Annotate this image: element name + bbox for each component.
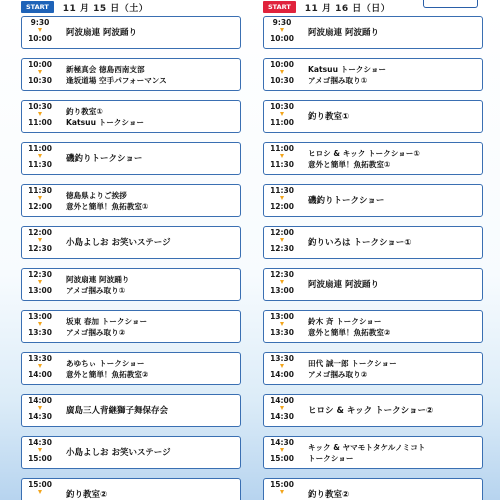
slot-times	[28, 312, 52, 337]
end-time: 14:00	[28, 370, 52, 379]
event-description	[66, 311, 236, 342]
event-description	[66, 353, 236, 384]
schedule-day1	[21, 0, 251, 500]
end-time: 11:30	[270, 160, 294, 169]
slot-times	[28, 396, 52, 421]
arrow-down-icon	[280, 280, 284, 284]
end-time: 11:00	[28, 118, 52, 127]
event-description	[66, 227, 236, 258]
event-line: 釣りいろは トークショー①	[308, 237, 412, 248]
start-time: 10:00	[270, 60, 294, 69]
arrow-down-icon	[280, 238, 284, 242]
start-time: 12:30	[270, 270, 294, 279]
start-time: 14:00	[28, 396, 52, 405]
slot-times	[28, 18, 52, 43]
end-time: 15:00	[28, 454, 52, 463]
start-time: 10:30	[28, 102, 52, 111]
end-time: 10:00	[270, 34, 294, 43]
start-time: 9:30	[30, 18, 50, 27]
event-line: ヒロシ & キック トークショー②	[308, 405, 434, 416]
time-slot	[21, 436, 241, 469]
arrow-down-icon	[38, 364, 42, 368]
end-time: 14:00	[270, 370, 294, 379]
slot-times	[28, 144, 52, 169]
slot-times	[270, 312, 294, 337]
time-slot	[21, 394, 241, 427]
slot-times	[28, 354, 52, 379]
event-line: アメゴ掴み取り①	[66, 285, 126, 295]
end-time: 11:00	[270, 118, 294, 127]
event-description	[308, 185, 478, 216]
arrow-down-icon	[38, 322, 42, 326]
end-time: 13:30	[28, 328, 52, 337]
arrow-down-icon	[38, 490, 42, 494]
start-time: 12:00	[270, 228, 294, 237]
event-line: 意外と簡単！魚拓教室①	[308, 159, 391, 169]
start-time: 13:30	[28, 354, 52, 363]
end-time: 12:00	[28, 202, 52, 211]
event-line: 釣り教室①	[308, 111, 350, 122]
slot-times	[270, 354, 294, 379]
start-time: 12:30	[28, 270, 52, 279]
end-time: 13:00	[270, 286, 294, 295]
arrow-down-icon	[280, 112, 284, 116]
slot-times	[270, 228, 294, 253]
event-description	[66, 269, 236, 300]
time-slot	[21, 16, 241, 49]
slot-times	[28, 60, 52, 85]
event-description	[66, 17, 236, 48]
end-time: 13:30	[270, 328, 294, 337]
event-description	[308, 143, 478, 174]
event-line: 新極真会 徳島西南支部	[66, 64, 145, 74]
time-slot	[263, 142, 483, 175]
time-slot	[21, 478, 241, 500]
arrow-down-icon	[280, 154, 284, 158]
slot-times	[28, 438, 52, 463]
slot-times	[28, 186, 52, 211]
end-time: 10:30	[28, 76, 52, 85]
start-time: 15:00	[270, 480, 294, 489]
slot-times	[270, 18, 294, 43]
arrow-down-icon	[280, 70, 284, 74]
event-line: 廣島三人背継獅子舞保存会	[66, 405, 169, 416]
end-time: 10:30	[270, 76, 294, 85]
start-time: 10:30	[270, 102, 294, 111]
event-line: あゆちぃ トークショー	[66, 358, 145, 368]
end-time: 14:30	[28, 412, 52, 421]
time-slot	[263, 16, 483, 49]
event-line: 意外と簡単！魚拓教室①	[66, 201, 149, 211]
time-slot	[21, 142, 241, 175]
schedule-day2	[263, 0, 493, 500]
day2-header	[263, 0, 493, 14]
event-description	[66, 59, 236, 90]
slot-times	[270, 186, 294, 211]
event-line: 磯釣りトークショー	[308, 195, 385, 206]
start-time: 13:30	[270, 354, 294, 363]
event-line: 磯釣りトークショー	[66, 153, 143, 164]
end-time: 10:00	[28, 34, 52, 43]
time-slot	[263, 436, 483, 469]
start-time: 11:30	[270, 186, 294, 195]
event-line: Katsuu トークショー	[66, 117, 145, 127]
end-time: 13:00	[28, 286, 52, 295]
slot-times	[270, 270, 294, 295]
event-line: 小島よしお お笑いステージ	[66, 447, 171, 458]
end-time: 14:30	[270, 412, 294, 421]
time-slot	[21, 100, 241, 133]
time-slot	[21, 310, 241, 343]
event-description	[308, 353, 478, 384]
day2-date: 11 月 16 日（日）	[304, 3, 391, 14]
start-time: 9:30	[272, 18, 292, 27]
arrow-down-icon	[280, 490, 284, 494]
arrow-down-icon	[280, 448, 284, 452]
event-description	[66, 101, 236, 132]
event-description	[308, 227, 478, 258]
event-description	[308, 269, 478, 300]
arrow-down-icon	[280, 364, 284, 368]
event-line: Katsuu トークショー	[308, 64, 387, 74]
arrow-down-icon	[38, 280, 42, 284]
slot-times	[270, 396, 294, 421]
arrow-down-icon	[38, 154, 42, 158]
event-line: 阿波扇連 阿波踊り	[66, 274, 130, 284]
time-slot	[263, 478, 483, 500]
event-description	[66, 143, 236, 174]
arrow-down-icon	[38, 196, 42, 200]
start-time: 14:30	[270, 438, 294, 447]
event-line: アメゴ掴み取り①	[308, 75, 368, 85]
event-description	[308, 479, 478, 500]
day1-header	[21, 0, 251, 14]
start-time: 11:00	[270, 144, 294, 153]
start-time: 15:00	[28, 480, 52, 489]
event-line: 釣り教室①	[66, 106, 103, 116]
time-slot	[263, 394, 483, 427]
start-badge: START	[263, 1, 296, 13]
start-badge: START	[21, 1, 54, 13]
start-time: 13:00	[270, 312, 294, 321]
time-slot	[21, 352, 241, 385]
event-line: 意外と簡単！魚拓教室②	[308, 327, 391, 337]
event-description	[308, 395, 478, 426]
start-time: 13:00	[28, 312, 52, 321]
time-slot	[263, 268, 483, 301]
event-line: 釣り教室②	[308, 489, 350, 500]
event-description	[308, 59, 478, 90]
arrow-down-icon	[280, 196, 284, 200]
time-slot	[21, 226, 241, 259]
time-slot	[263, 226, 483, 259]
event-line: 阿波扇連 阿波踊り	[308, 27, 379, 38]
event-description	[308, 101, 478, 132]
start-time: 11:00	[28, 144, 52, 153]
start-time: 11:30	[28, 186, 52, 195]
slot-times	[28, 228, 52, 253]
time-slot	[263, 184, 483, 217]
time-slot	[263, 100, 483, 133]
slot-times	[270, 438, 294, 463]
arrow-down-icon	[38, 406, 42, 410]
slot-times	[270, 60, 294, 85]
end-time: 12:00	[270, 202, 294, 211]
day1-date: 11 月 15 日（土）	[62, 3, 149, 14]
start-time: 12:00	[28, 228, 52, 237]
event-line: アメゴ掴み取り②	[308, 369, 368, 379]
arrow-down-icon	[38, 70, 42, 74]
start-time: 10:00	[28, 60, 52, 69]
event-line: キック & ヤマモトタケルノミコト	[308, 442, 426, 452]
event-description	[308, 437, 478, 468]
event-line: 田代 誠一郎 トークショー	[308, 358, 397, 368]
slot-times	[270, 480, 294, 496]
end-time: 15:00	[270, 454, 294, 463]
slot-times	[270, 144, 294, 169]
event-line: 意外と簡単！魚拓教室②	[66, 369, 149, 379]
event-line: 釣り教室②	[66, 489, 108, 500]
time-slot	[21, 58, 241, 91]
arrow-down-icon	[280, 28, 284, 32]
time-slot	[263, 310, 483, 343]
slot-times	[270, 102, 294, 127]
start-time: 14:30	[28, 438, 52, 447]
event-description	[308, 311, 478, 342]
end-time: 11:30	[28, 160, 52, 169]
slot-times	[28, 480, 52, 496]
slot-times	[28, 270, 52, 295]
arrow-down-icon	[38, 448, 42, 452]
event-line: アメゴ掴み取り②	[66, 327, 126, 337]
start-time: 14:00	[270, 396, 294, 405]
event-line: 阿波扇連 阿波踊り	[308, 279, 379, 290]
arrow-down-icon	[38, 28, 42, 32]
event-line: 坂東 春加 トークショー	[66, 316, 148, 326]
end-time: 12:30	[270, 244, 294, 253]
arrow-down-icon	[280, 322, 284, 326]
slot-times	[28, 102, 52, 127]
event-description	[66, 185, 236, 216]
event-line: 鈴木 斉 トークショー	[308, 316, 382, 326]
time-slot	[263, 58, 483, 91]
end-time: 12:30	[28, 244, 52, 253]
arrow-down-icon	[38, 238, 42, 242]
time-slot	[263, 352, 483, 385]
arrow-down-icon	[280, 406, 284, 410]
time-slot	[21, 268, 241, 301]
time-slot	[21, 184, 241, 217]
event-description	[66, 395, 236, 426]
event-line: 徳島県よりご挨拶	[66, 190, 127, 200]
event-line: 逢坂道場 空手パフォーマンス	[66, 75, 167, 85]
event-line: ヒロシ & キック トークショー①	[308, 148, 420, 158]
event-description	[66, 437, 236, 468]
event-line: 阿波扇連 阿波踊り	[66, 27, 137, 38]
event-line: トークショー	[308, 453, 354, 463]
event-description	[66, 479, 236, 500]
event-description	[308, 17, 478, 48]
arrow-down-icon	[38, 112, 42, 116]
event-line: 小島よしお お笑いステージ	[66, 237, 171, 248]
